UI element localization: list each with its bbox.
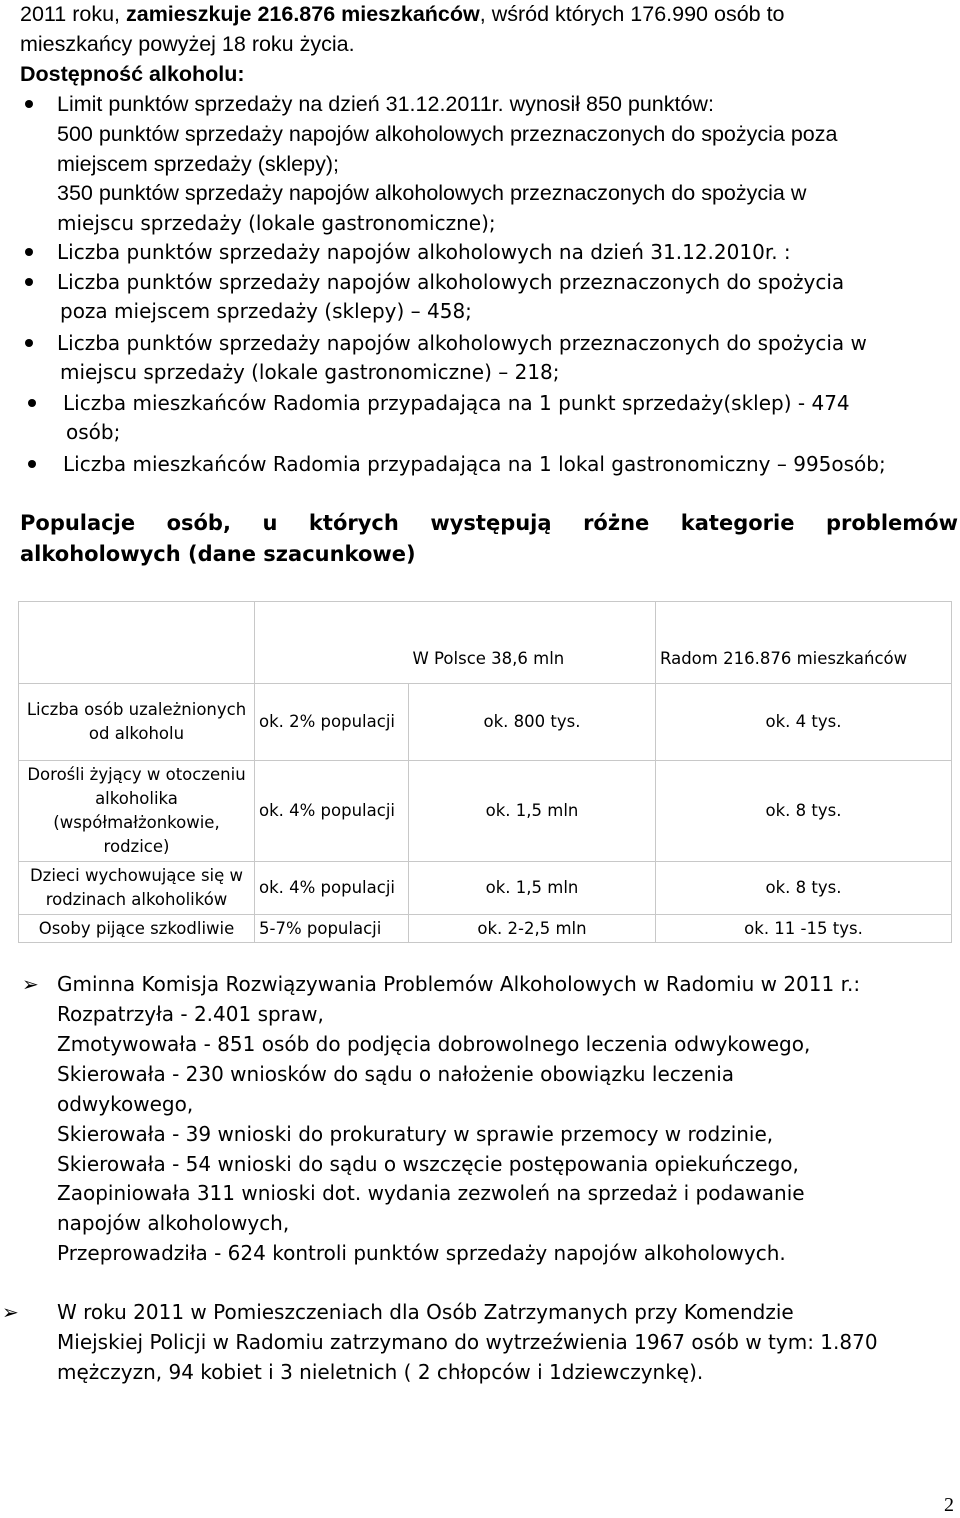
intro-line-1 — [20, 0, 785, 28]
bars-line-2: miejscu sprzedaży (lokale gastronomiczne) – 218; — [60, 360, 560, 384]
table-row — [19, 761, 952, 862]
intro-text-end: , wśród których 176.990 osób to — [479, 2, 785, 26]
bullet-icon — [25, 339, 33, 347]
table-cell-poland: ok. 2-2,5 mln — [409, 915, 656, 943]
limit-bars-line-1: 350 punktów sprzedaży napojów alkoholowych przeznaczonych do spożycia w — [57, 181, 807, 205]
table-header-radom: Radom 216.876 mieszkańców — [656, 602, 952, 684]
table-header-row — [19, 602, 952, 684]
commission-title: Gminna Komisja Rozwiązywania Problemów Alkoholowych w Radomiu w 2011 r.: — [57, 972, 861, 996]
limit-shops-line-2: miejscem sprzedaży (sklepy); — [57, 152, 339, 176]
per-shop-line-2: osób; — [66, 420, 121, 444]
limit-bars-line-2: miejscu sprzedaży (lokale gastronomiczne); — [57, 211, 496, 235]
table-cell-share: ok. 4% populacji — [255, 761, 409, 862]
table-row — [19, 862, 952, 915]
table-row-label: Dorośli żyjący w otoczeniu alkoholika (współmałżonkowie, rodzice) — [19, 761, 255, 862]
bullet-icon — [28, 399, 36, 407]
table-row — [19, 915, 952, 943]
commission-line: Skierowała - 54 wnioski do sądu o wszczęcie postępowania opiekuńczego, — [57, 1152, 799, 1176]
commission-line: Zmotywowała - 851 osób do podjęcia dobrowolnego leczenia odwykowego, — [57, 1032, 811, 1056]
intro-line-2: mieszkańcy powyżej 18 roku życia. — [20, 32, 355, 56]
page-number: 2 — [944, 1494, 954, 1516]
arrow-bullet-icon: ➢ — [2, 1300, 19, 1324]
table-row-label: Dzieci wychowujące się w rodzinach alkoholików — [19, 862, 255, 915]
table-cell-radom: ok. 11 -15 tys. — [656, 915, 952, 943]
table-cell-share: ok. 4% populacji — [255, 862, 409, 915]
table-cell-share: ok. 2% populacji — [255, 684, 409, 761]
per-bar-line: Liczba mieszkańców Radomia przypadająca na 1 lokal gastronomiczny – 995osób; — [63, 452, 886, 476]
bullet-icon — [28, 460, 36, 468]
per-shop-line-1: Liczba mieszkańców Radomia przypadająca na 1 punkt sprzedaży(sklep) - 474 — [63, 391, 850, 415]
intro-bold-text: zamieszkuje 216.876 mieszkańców — [125, 2, 480, 26]
limit-shops-line-1: 500 punktów sprzedaży napojów alkoholowych przeznaczonych do spożycia poza — [57, 122, 838, 146]
commission-line: Skierowała - 39 wnioski do prokuratury w sprawie przemocy w rodzinie, — [57, 1122, 774, 1146]
table-cell-poland: ok. 800 tys. — [409, 684, 656, 761]
commission-line: Przeprowadziła - 624 kontroli punktów sprzedaży napojów alkoholowych. — [57, 1241, 786, 1265]
population-heading: Populacje osób, u których występują różne kategorie problemów — [20, 511, 958, 535]
table-header-cell — [19, 602, 255, 684]
shops-line-1: Liczba punktów sprzedaży napojów alkoholowych przeznaczonych do spożycia — [57, 270, 845, 294]
table-cell-radom: ok. 8 tys. — [656, 862, 952, 915]
commission-line: Zaopiniowała 311 wnioski dot. wydania zezwoleń na sprzedaż i podawanie — [57, 1181, 805, 1205]
bullet-icon — [25, 278, 33, 286]
arrow-bullet-icon: ➢ — [22, 972, 39, 996]
detention-line: mężczyzn, 94 kobiet i 3 nieletnich ( 2 chłopców i 1dziewczynkę). — [57, 1360, 704, 1384]
intro-text: 2011 roku, — [20, 2, 126, 26]
table-cell-poland: ok. 1,5 mln — [409, 862, 656, 915]
table-header-cell — [255, 602, 409, 684]
table-row-label: Osoby pijące szkodliwie — [19, 915, 255, 943]
population-table — [18, 601, 952, 943]
commission-line: napojów alkoholowych, — [57, 1211, 290, 1235]
bullet-icon — [25, 248, 33, 256]
commission-line: Skierowała - 230 wniosków do sądu o nałożenie obowiązku leczenia — [57, 1062, 735, 1086]
table-row — [19, 684, 952, 761]
table-cell-radom: ok. 4 tys. — [656, 684, 952, 761]
access-heading: Dostępność alkoholu: — [20, 62, 245, 86]
count-line: Liczba punktów sprzedaży napojów alkoholowych na dzień 31.12.2010r. : — [57, 240, 791, 264]
table-header-poland: W Polsce 38,6 mln — [409, 602, 656, 684]
table-cell-share: 5-7% populacji — [255, 915, 409, 943]
bars-line-1: Liczba punktów sprzedaży napojów alkoholowych przeznaczonych do spożycia w — [57, 331, 867, 355]
table-cell-radom: ok. 8 tys. — [656, 761, 952, 862]
table-cell-poland: ok. 1,5 mln — [409, 761, 656, 862]
detention-line: W roku 2011 w Pomieszczeniach dla Osób Zatrzymanych przy Komendzie — [57, 1300, 794, 1324]
bullet-icon — [25, 100, 33, 108]
population-heading-2: alkoholowych (dane szacunkowe) — [20, 542, 416, 566]
shops-line-2: poza miejscem sprzedaży (sklepy) – 458; — [60, 299, 472, 323]
table-row-label: Liczba osób uzależnionych od alkoholu — [19, 684, 255, 761]
commission-line: Rozpatrzyła - 2.401 spraw, — [57, 1002, 324, 1026]
detention-line: Miejskiej Policji w Radomiu zatrzymano do wytrzeźwienia 1967 osób w tym: 1.870 — [57, 1330, 878, 1354]
limit-line: Limit punktów sprzedaży na dzień 31.12.2011r. wynosił 850 punktów: — [57, 92, 714, 116]
commission-line: odwykowego, — [57, 1092, 194, 1116]
